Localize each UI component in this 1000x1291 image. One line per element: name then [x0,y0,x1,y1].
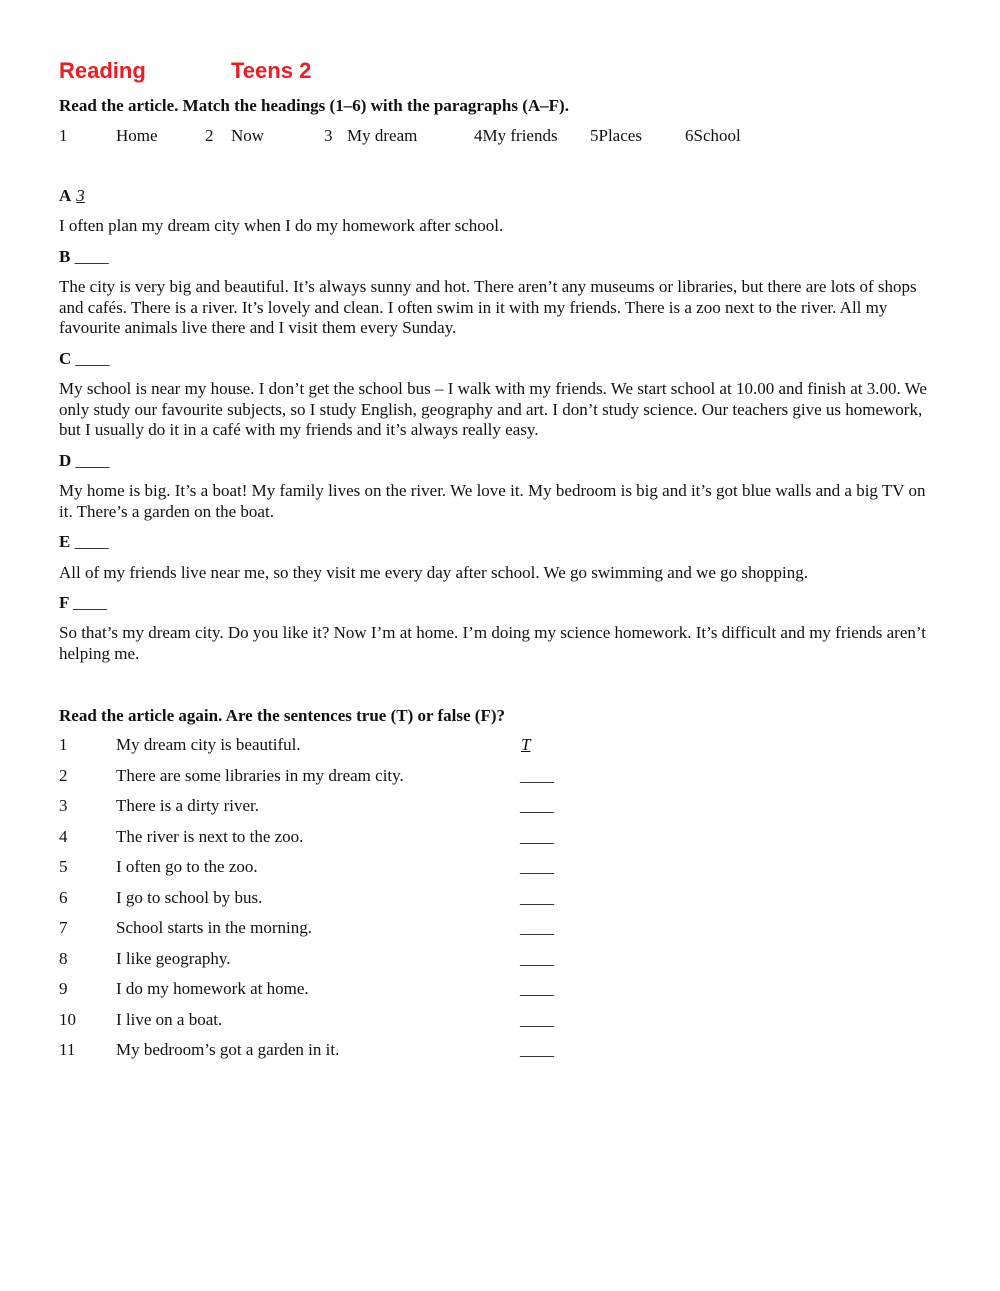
paragraph-d-text: My home is big. It’s a boat! My family lives on the river. We love it. My bedroom is big and it’s got blue walls and a big TV on it. There’s a garden on the boat. [59,481,926,521]
tf-sentence: My dream city is beautiful. [116,735,301,754]
heading-number: 2 [205,126,214,145]
tf-item [59,827,579,858]
tf-item [59,918,579,949]
tf-answer[interactable]: T [521,735,531,754]
tf-number: 2 [59,765,68,785]
exercise2-instruction: Read the article again. Are the sentences true (T) or false (F)? [59,706,505,725]
tf-sentence: School starts in the morning. [116,918,312,937]
true-false-list [59,735,579,1071]
tf-item [59,888,579,919]
paragraph-c-text: My school is near my house. I don’t get the school bus – I walk with my friends. We start school at 10.00 and finish at 3.00. We only study our favourite subjects, so I study English, geography and art. I don’t study science. Our teachers give us homework, but I usually do it in a café with my friends and it’s always really easy. [59,379,927,439]
tf-number: 6 [59,887,68,907]
paragraph-e-label [59,532,109,552]
tf-sentence: There are some libraries in my dream city. [116,765,404,785]
tf-answer[interactable]: ____ [520,1009,554,1029]
tf-answer[interactable]: ____ [520,948,554,968]
tf-answer[interactable]: ____ [520,1040,554,1059]
tf-number: 8 [59,948,68,968]
exercise1-instruction: Read the article. Match the headings (1–6) with the paragraphs (A–F). [59,96,569,115]
paragraph-letter: B [59,247,71,266]
paragraph-letter: F [59,593,69,612]
tf-item [59,735,579,766]
paragraph-d-label [59,451,110,471]
answer-blank[interactable]: ____ [73,593,108,612]
title-level: Teens 2 [231,58,312,83]
tf-number: 11 [59,1040,76,1059]
tf-sentence: I often go to the zoo. [116,857,258,876]
heading-label: My dream [347,126,418,145]
tf-answer[interactable]: ____ [520,826,554,846]
tf-item [59,766,579,797]
paragraph-a-text: I often plan my dream city when I do my homework after school. [59,216,504,235]
tf-item [59,1010,579,1041]
paragraph-f-text: So that’s my dream city. Do you like it? Now I’m at home. I’m doing my science homework. It’s difficult and my friends aren’t helping me. [59,623,926,663]
heading-number: 3 [324,126,333,145]
paragraph-letter: E [59,532,71,551]
paragraph-a-label [59,186,85,206]
tf-answer[interactable]: ____ [520,887,554,907]
answer-blank[interactable]: ____ [75,349,110,368]
answer-field[interactable]: 3 [76,186,85,205]
tf-answer[interactable]: ____ [520,857,554,876]
tf-number: 4 [59,826,68,846]
answer-blank[interactable]: ____ [74,247,109,266]
paragraph-e-text: All of my friends live near me, so they visit me every day after school. We go swimming and we go shopping. [59,563,808,582]
paragraph-b-label [59,247,109,267]
tf-sentence: I like geography. [116,948,231,968]
tf-sentence: There is a dirty river. [116,796,260,815]
tf-sentence: I go to school by bus. [116,887,263,907]
heading-item [205,126,265,146]
paragraph-f-label [59,593,107,613]
answer-blank[interactable]: ____ [75,451,110,470]
paragraph-letter: D [59,451,72,470]
tf-sentence: The river is next to the zoo. [116,826,304,846]
tf-sentence: I do my homework at home. [116,979,309,998]
tf-number: 1 [59,735,68,754]
heading-item [324,126,418,146]
tf-number: 10 [59,1009,76,1029]
tf-answer[interactable]: ____ [520,796,554,815]
answer-blank[interactable]: ____ [74,532,109,551]
headings-list [59,126,959,148]
heading-number: 1 [59,126,68,145]
tf-sentence: My bedroom’s got a garden in it. [116,1040,340,1059]
tf-answer[interactable]: ____ [520,979,554,998]
tf-number: 3 [59,796,68,815]
tf-item [59,949,579,980]
tf-number: 5 [59,857,68,876]
tf-number: 7 [59,918,68,937]
tf-item [59,1040,579,1071]
paragraph-letter: C [59,349,72,368]
paragraph-b-text: The city is very big and beautiful. It’s always sunny and hot. There aren’t any museums or libraries, but there are lots of shops and cafés. There is a river. It’s lovely and clean. I often swim in it with my friends. There is a zoo next to the river. All my favourite animals live there and I visit them every Sunday. [59,277,917,337]
tf-item [59,979,579,1010]
tf-item [59,857,579,888]
tf-item [59,796,579,827]
tf-answer[interactable]: ____ [520,765,554,785]
heading-item [59,126,158,146]
title-reading: Reading [59,58,146,83]
heading-label: Home [116,126,158,145]
heading-label: Now [231,126,265,145]
tf-sentence: I live on a boat. [116,1009,223,1029]
heading-item: 6School [685,126,741,145]
paragraph-letter: A [59,186,72,205]
paragraph-c-label [59,349,110,369]
heading-item: 5Places [590,126,642,145]
tf-answer[interactable]: ____ [520,918,554,937]
tf-number: 9 [59,979,68,998]
heading-item: 4My friends [474,126,558,145]
